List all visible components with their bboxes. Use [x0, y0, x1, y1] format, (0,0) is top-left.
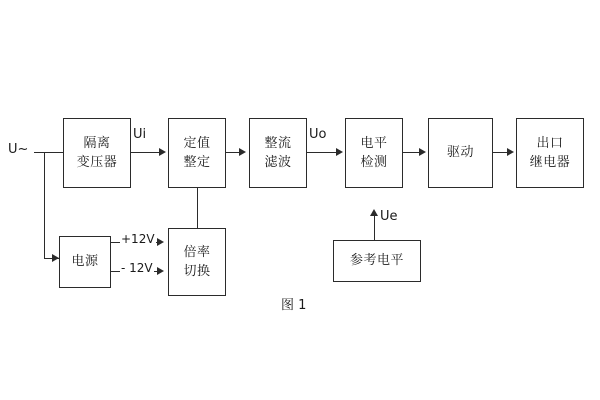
- signal-label-minus12: - 12V: [121, 261, 153, 275]
- wire-drive-to-output-relay: [493, 152, 508, 153]
- block-ratio-switch-line-2: 切换: [183, 264, 211, 279]
- block-setting-adjust-line-2: 整定: [183, 155, 211, 170]
- block-level-detect: [345, 118, 403, 188]
- block-output-relay-line-2: 继电器: [529, 155, 571, 170]
- arrowhead-to-rectify-filter: [239, 148, 246, 156]
- block-isolation-transformer: [63, 118, 131, 188]
- block-output-relay: [516, 118, 584, 188]
- wire-ratio-switch-to-setting: [197, 188, 198, 228]
- signal-label-ue: Ue: [380, 209, 398, 224]
- arrowhead-to-output-relay: [507, 148, 514, 156]
- block-power-supply: [59, 236, 111, 288]
- block-reference-level-line-1: 参考电平: [349, 253, 404, 269]
- block-level-detect-line-2: 检测: [360, 155, 388, 170]
- block-drive-line-1: 驱动: [446, 145, 474, 161]
- block-level-detect-line-1: 电平: [360, 135, 388, 151]
- wire-input-branch-down: [44, 152, 45, 258]
- signal-label-input: U~: [8, 142, 29, 157]
- block-ratio-switch-line-1: 倍率: [183, 244, 211, 260]
- wire-reference-to-level-detect: [374, 216, 375, 240]
- arrowhead-to-level-detect: [336, 148, 343, 156]
- arrowhead-plus12: [157, 238, 164, 246]
- block-power-supply-line-1: 电源: [71, 254, 99, 270]
- arrowhead-to-setting-adjust: [159, 148, 166, 156]
- block-rectify-filter-line-2: 滤波: [264, 155, 292, 170]
- arrowhead-to-drive: [419, 148, 426, 156]
- wire-input-to-isolation: [34, 152, 63, 153]
- signal-label-plus12: +12V: [121, 232, 155, 246]
- block-isolation-transformer-line-2: 变压器: [76, 155, 118, 170]
- signal-label-uo: Uo: [309, 127, 327, 142]
- block-reference-level: [333, 240, 421, 282]
- block-rectify-filter: [249, 118, 307, 188]
- block-setting-adjust-line-1: 定值: [183, 135, 211, 151]
- arrowhead-to-power-supply: [52, 254, 59, 262]
- arrowhead-to-level-detect-ue: [370, 209, 378, 216]
- block-drive: [428, 118, 493, 188]
- block-isolation-transformer-line-1: 隔离: [83, 135, 111, 151]
- wire-isolation-to-setting: [131, 152, 161, 153]
- wire-rectify-to-level-detect: [307, 152, 338, 153]
- wire-level-detect-to-drive: [403, 152, 420, 153]
- block-setting-adjust: [168, 118, 226, 188]
- block-output-relay-line-1: 出口: [536, 135, 564, 151]
- block-rectify-filter-line-1: 整流: [264, 135, 292, 151]
- block-ratio-switch: [168, 228, 226, 296]
- arrowhead-minus12: [157, 267, 164, 275]
- signal-label-ui: Ui: [133, 127, 147, 142]
- figure-caption: 图 1: [281, 298, 307, 313]
